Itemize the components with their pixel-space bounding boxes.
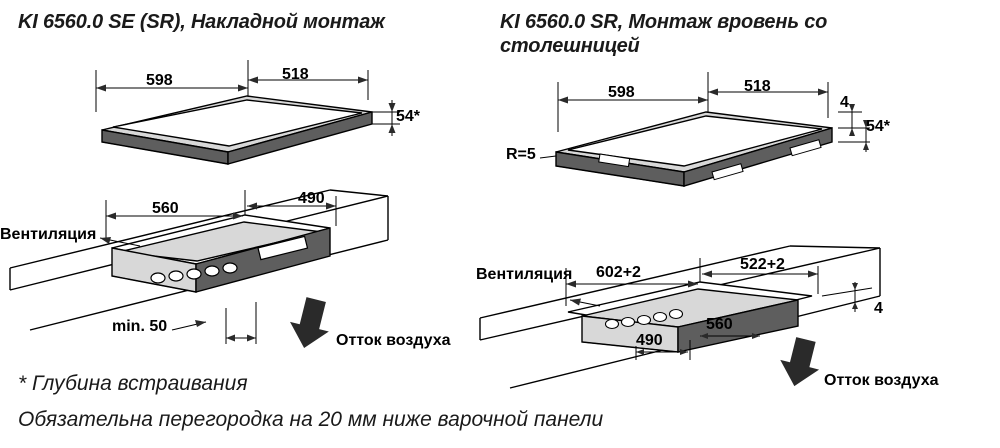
- right-radius-label: R=5: [506, 146, 536, 163]
- left-diagram-title: KI 6560.0 SE (SR), Накладной монтаж: [18, 11, 385, 33]
- right-dim-width-outer-cutout: 522+2: [740, 256, 785, 273]
- right-ventilation-label: Вентиляция: [476, 266, 573, 283]
- right-dim-depth-outer: 602+2: [596, 264, 641, 281]
- left-dim-width: 490: [298, 190, 325, 207]
- right-airflow-label: Отток воздуха: [824, 372, 939, 389]
- footnote-depth: * Глубина встраивания: [18, 372, 248, 395]
- left-dim-width-inner: 518: [282, 66, 309, 83]
- left-ventilation-label: Вентиляция: [0, 226, 97, 243]
- right-dim-width-inner-cutout: 490: [636, 332, 663, 349]
- right-dim-width-inner: 518: [744, 78, 771, 95]
- left-dim-width-outer: 598: [146, 72, 173, 89]
- right-top-view-drawing: [540, 72, 870, 186]
- right-dim-height: 54*: [866, 118, 891, 135]
- right-diagram-title: KI 6560.0 SR, Монтаж вровень со столешницей: [500, 11, 828, 57]
- left-dim-height: 54*: [396, 108, 421, 125]
- footnote-partition: Обязательна перегородка на 20 мм ниже варочной панели: [18, 408, 604, 431]
- right-dim-width-outer: 598: [608, 84, 635, 101]
- left-countertop-drawing: [10, 190, 388, 353]
- right-dim-lip-top: 4: [840, 94, 849, 111]
- left-min-gap-label: min. 50: [112, 318, 168, 335]
- right-dim-depth-inner: 560: [706, 316, 733, 333]
- left-dim-depth: 560: [152, 200, 179, 217]
- left-top-view-drawing: [96, 60, 400, 164]
- right-dim-lip-bottom: 4: [874, 300, 883, 317]
- left-airflow-label: Отток воздуха: [336, 332, 451, 349]
